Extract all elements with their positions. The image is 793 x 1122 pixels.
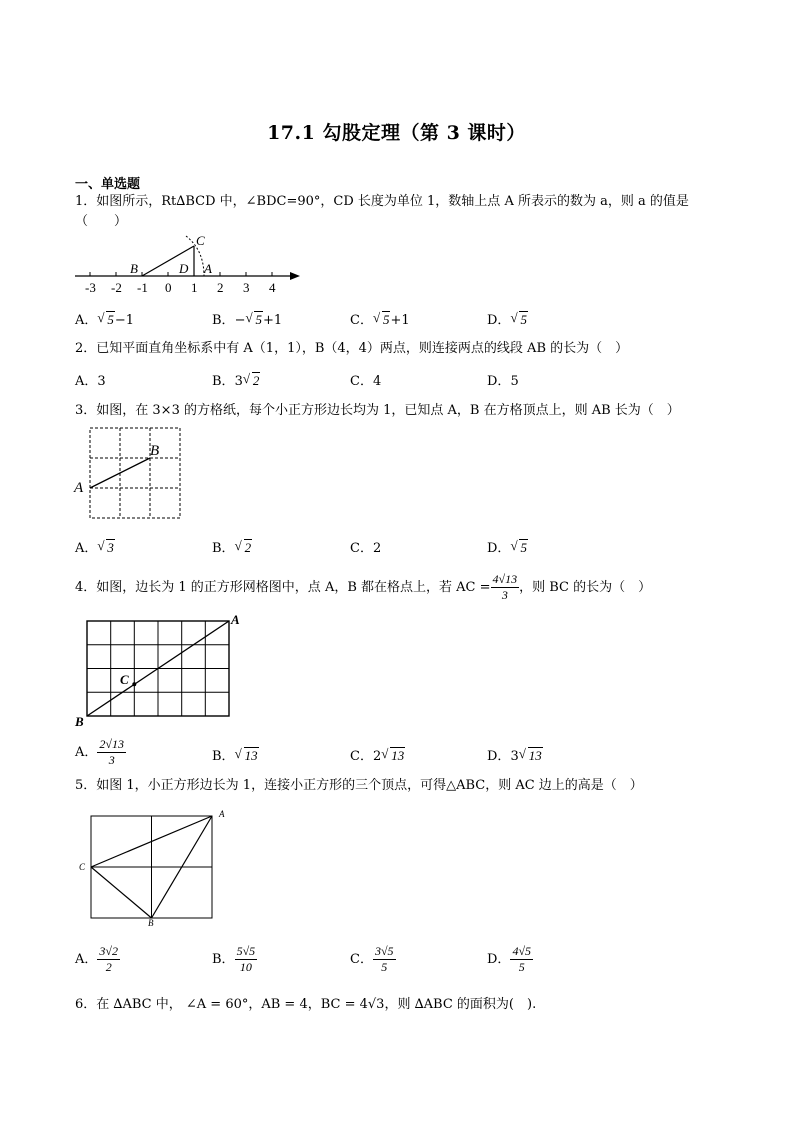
question-5-option-c[interactable]: C． $\frac{3√5}{5}$ — [350, 944, 394, 974]
question-4-stem: 4．如图，边长为 1 的正方形网格图中，点 A，B 都在格点上，若 AC = $\frac{4√13}{3}$ ，则 BC 的长为（ ） — [75, 572, 652, 602]
point-label-a: A — [231, 612, 240, 627]
point-label-a: A — [74, 480, 84, 496]
point-label-c: C — [120, 672, 129, 687]
question-2-option-b[interactable]: B．3√ 2 — [212, 370, 260, 389]
point-label-a: A — [204, 261, 212, 276]
question-5-stem: 5．如图 1，小正方形边长为 1，连接小正方形的三个顶点，可得△ABC，则 AC 边上的高是（ ） — [75, 778, 643, 793]
question-4-option-b[interactable]: B．√ 13 — [212, 745, 259, 764]
tick-label: 0 — [165, 280, 172, 295]
question-3-option-c[interactable]: C．2 — [350, 541, 382, 556]
question-5-option-a[interactable]: A． $\frac{3√2}{2}$ — [75, 944, 118, 974]
point-c-dot — [132, 682, 136, 686]
question-3-option-a[interactable]: A．√ 3 — [75, 537, 115, 556]
question-2-stem: 2．已知平面直角坐标系中有 A（1，1），B（4，4）两点，则连接两点的线段 AB 的长为（ ） — [75, 341, 629, 356]
tick-label: -1 — [137, 280, 148, 295]
question-1-option-a[interactable]: A．√ 5−1 — [75, 309, 134, 328]
segment-cb — [91, 867, 152, 918]
question-4-grid-figure — [72, 612, 252, 727]
question-3-option-b[interactable]: B．√ 2 — [212, 537, 252, 556]
point-label-c: C — [196, 233, 205, 248]
grid-border — [90, 428, 180, 518]
tick-label: 2 — [217, 280, 224, 295]
question-4-option-a[interactable]: A． $\frac{2√13}{3}$ — [75, 737, 124, 767]
tick-label: -2 — [111, 280, 122, 295]
question-3-stem: 3．如图，在 3×3 的方格纸，每个小正方形边长均为 1，已知点 A，B 在方格顶点上，则 AB 长为（ ） — [75, 403, 680, 418]
tick-label: -3 — [85, 280, 96, 295]
question-1-option-c[interactable]: C．√ 5+1 — [350, 309, 410, 328]
point-label-a: A — [219, 809, 225, 819]
question-5-grid-figure — [74, 804, 234, 928]
point-label-c: C — [79, 862, 86, 872]
question-1-number-line-figure — [70, 232, 310, 296]
section-heading: 一、单选题 — [75, 177, 141, 192]
question-4-option-d[interactable]: D．3√ 13 — [487, 745, 543, 764]
question-4-option-c[interactable]: C．2√ 13 — [350, 745, 405, 764]
page-title: 17.1 勾股定理（第 3 课时） — [267, 122, 526, 144]
question-1-option-d[interactable]: D．√ 5 — [487, 309, 528, 328]
question-5-option-d[interactable]: D． $\frac{4√5}{5}$ — [487, 944, 532, 974]
tick-label: 1 — [191, 280, 198, 295]
question-6-stem: 6．在 ∆ABC 中， ∠A = 60°，AB = 4，BC = 4√3，则 ∆ABC 的面积为( ). — [75, 997, 537, 1012]
tick-label: 4 — [269, 280, 276, 295]
point-label-b: B — [130, 261, 138, 276]
question-2-option-d[interactable]: D．5 — [487, 374, 519, 389]
point-label-b: B — [150, 443, 160, 459]
question-2-option-c[interactable]: C．4 — [350, 374, 382, 389]
axis-arrow — [290, 272, 300, 280]
question-2-option-a[interactable]: A．3 — [75, 374, 106, 389]
question-1-option-b[interactable]: B．−√ 5+1 — [212, 309, 282, 328]
point-label-b: B — [148, 918, 154, 928]
question-1-stem: 1．如图所示，Rt∆BCD 中，∠BDC=90°，CD 长度为单位 1，数轴上点 A 所表示的数为 a，则 a 的值是（ ） — [75, 194, 689, 229]
question-5-option-b[interactable]: B． $\frac{5√5}{10}$ — [212, 944, 256, 974]
point-label-b: B — [75, 714, 84, 727]
point-label-d: D — [179, 261, 189, 276]
question-3-grid-figure — [72, 424, 187, 520]
question-3-option-d[interactable]: D．√ 5 — [487, 537, 528, 556]
tick-label: 3 — [243, 280, 250, 295]
